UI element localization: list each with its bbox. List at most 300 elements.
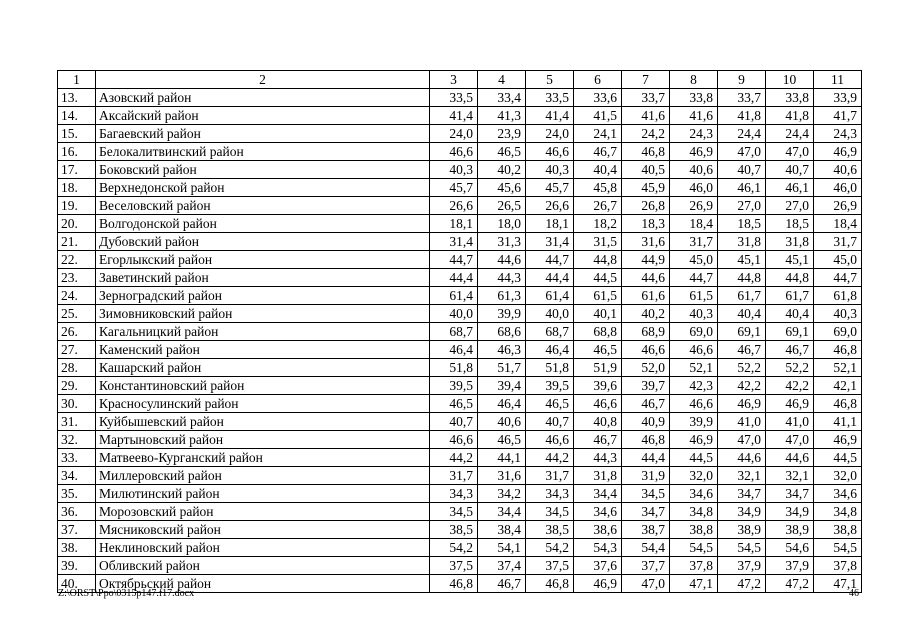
- value-cell: 38,5: [430, 521, 478, 539]
- value-cell: 46,4: [478, 395, 526, 413]
- value-cell: 40,7: [718, 161, 766, 179]
- value-cell: 61,7: [718, 287, 766, 305]
- value-cell: 46,7: [574, 143, 622, 161]
- value-cell: 46,6: [430, 431, 478, 449]
- value-cell: 45,1: [718, 251, 766, 269]
- table-row: [58, 503, 862, 521]
- value-cell: 46,9: [814, 431, 862, 449]
- row-number-cell: 17.: [58, 161, 96, 179]
- value-cell: 54,5: [718, 539, 766, 557]
- value-cell: 38,9: [766, 521, 814, 539]
- value-cell: 54,6: [766, 539, 814, 557]
- value-cell: 44,5: [670, 449, 718, 467]
- value-cell: 47,2: [718, 575, 766, 593]
- district-name-cell: Верхнедонской район: [96, 179, 430, 197]
- value-cell: 46,8: [622, 143, 670, 161]
- value-cell: 31,6: [622, 233, 670, 251]
- table-row: [58, 233, 862, 251]
- district-name-cell: Красносулинский район: [96, 395, 430, 413]
- value-cell: 39,5: [526, 377, 574, 395]
- value-cell: 33,6: [574, 89, 622, 107]
- value-cell: 46,0: [670, 179, 718, 197]
- value-cell: 52,1: [814, 359, 862, 377]
- value-cell: 47,1: [814, 575, 862, 593]
- value-cell: 46,5: [574, 341, 622, 359]
- district-name-cell: Константиновский район: [96, 377, 430, 395]
- value-cell: 45,7: [526, 179, 574, 197]
- value-cell: 37,8: [814, 557, 862, 575]
- value-cell: 18,5: [718, 215, 766, 233]
- column-number-header: 8: [670, 71, 718, 89]
- value-cell: 54,3: [574, 539, 622, 557]
- value-cell: 26,8: [622, 197, 670, 215]
- value-cell: 31,3: [478, 233, 526, 251]
- value-cell: 39,6: [574, 377, 622, 395]
- value-cell: 46,6: [670, 395, 718, 413]
- value-cell: 18,4: [670, 215, 718, 233]
- row-number-cell: 36.: [58, 503, 96, 521]
- table-row: [58, 89, 862, 107]
- district-name-cell: Миллеровский район: [96, 467, 430, 485]
- value-cell: 31,7: [670, 233, 718, 251]
- value-cell: 51,8: [430, 359, 478, 377]
- value-cell: 31,5: [574, 233, 622, 251]
- value-cell: 37,8: [670, 557, 718, 575]
- row-number-cell: 13.: [58, 89, 96, 107]
- district-name-cell: Зерноградский район: [96, 287, 430, 305]
- value-cell: 47,0: [718, 143, 766, 161]
- value-cell: 54,2: [526, 539, 574, 557]
- value-cell: 46,5: [430, 395, 478, 413]
- value-cell: 41,6: [622, 107, 670, 125]
- value-cell: 40,6: [478, 413, 526, 431]
- value-cell: 34,6: [670, 485, 718, 503]
- table-row: [58, 395, 862, 413]
- value-cell: 40,9: [622, 413, 670, 431]
- value-cell: 34,4: [478, 503, 526, 521]
- value-cell: 38,8: [814, 521, 862, 539]
- value-cell: 47,0: [622, 575, 670, 593]
- row-number-cell: 34.: [58, 467, 96, 485]
- value-cell: 31,9: [622, 467, 670, 485]
- value-cell: 18,1: [430, 215, 478, 233]
- value-cell: 33,8: [766, 89, 814, 107]
- value-cell: 38,4: [478, 521, 526, 539]
- district-name-cell: Матвеево-Курганский район: [96, 449, 430, 467]
- value-cell: 61,8: [814, 287, 862, 305]
- value-cell: 26,9: [814, 197, 862, 215]
- row-number-cell: 29.: [58, 377, 96, 395]
- value-cell: 54,4: [622, 539, 670, 557]
- table-row: [58, 287, 862, 305]
- district-name-cell: Кагальницкий район: [96, 323, 430, 341]
- value-cell: 31,7: [430, 467, 478, 485]
- table-row: [58, 269, 862, 287]
- value-cell: 31,6: [478, 467, 526, 485]
- value-cell: 40,2: [622, 305, 670, 323]
- value-cell: 34,7: [718, 485, 766, 503]
- value-cell: 27,0: [766, 197, 814, 215]
- value-cell: 46,6: [622, 341, 670, 359]
- value-cell: 61,4: [430, 287, 478, 305]
- value-cell: 54,1: [478, 539, 526, 557]
- value-cell: 18,5: [766, 215, 814, 233]
- value-cell: 45,0: [670, 251, 718, 269]
- value-cell: 54,5: [670, 539, 718, 557]
- value-cell: 40,7: [526, 413, 574, 431]
- value-cell: 38,5: [526, 521, 574, 539]
- value-cell: 44,2: [526, 449, 574, 467]
- value-cell: 26,5: [478, 197, 526, 215]
- value-cell: 46,9: [814, 143, 862, 161]
- value-cell: 44,6: [766, 449, 814, 467]
- value-cell: 61,4: [526, 287, 574, 305]
- value-cell: 34,5: [526, 503, 574, 521]
- value-cell: 47,0: [718, 431, 766, 449]
- table-row: [58, 161, 862, 179]
- district-name-cell: Дубовский район: [96, 233, 430, 251]
- row-number-cell: 23.: [58, 269, 96, 287]
- column-number-header: 6: [574, 71, 622, 89]
- value-cell: 42,2: [766, 377, 814, 395]
- district-name-cell: Морозовский район: [96, 503, 430, 521]
- value-cell: 46,5: [478, 143, 526, 161]
- row-number-cell: 21.: [58, 233, 96, 251]
- value-cell: 31,4: [526, 233, 574, 251]
- value-cell: 44,4: [526, 269, 574, 287]
- value-cell: 41,4: [526, 107, 574, 125]
- value-cell: 38,6: [574, 521, 622, 539]
- value-cell: 24,1: [574, 125, 622, 143]
- row-number-cell: 39.: [58, 557, 96, 575]
- value-cell: 46,9: [670, 431, 718, 449]
- table-row: [58, 341, 862, 359]
- value-cell: 32,1: [718, 467, 766, 485]
- value-cell: 68,7: [526, 323, 574, 341]
- value-cell: 31,8: [718, 233, 766, 251]
- value-cell: 46,6: [526, 143, 574, 161]
- district-name-cell: Куйбышевский район: [96, 413, 430, 431]
- value-cell: 44,7: [430, 251, 478, 269]
- value-cell: 34,5: [622, 485, 670, 503]
- value-cell: 44,6: [718, 449, 766, 467]
- value-cell: 40,3: [670, 305, 718, 323]
- row-number-cell: 40.: [58, 575, 96, 593]
- row-number-cell: 30.: [58, 395, 96, 413]
- table-row: [58, 557, 862, 575]
- value-cell: 34,6: [574, 503, 622, 521]
- value-cell: 18,2: [574, 215, 622, 233]
- value-cell: 61,3: [478, 287, 526, 305]
- value-cell: 69,1: [718, 323, 766, 341]
- value-cell: 68,6: [478, 323, 526, 341]
- value-cell: 38,8: [670, 521, 718, 539]
- table-row: [58, 539, 862, 557]
- row-number-cell: 24.: [58, 287, 96, 305]
- row-number-cell: 25.: [58, 305, 96, 323]
- value-cell: 33,5: [526, 89, 574, 107]
- table-row: [58, 413, 862, 431]
- district-name-cell: Неклиновский район: [96, 539, 430, 557]
- value-cell: 69,0: [670, 323, 718, 341]
- value-cell: 38,7: [622, 521, 670, 539]
- row-number-cell: 22.: [58, 251, 96, 269]
- value-cell: 37,6: [574, 557, 622, 575]
- table-row: [58, 449, 862, 467]
- value-cell: 54,2: [430, 539, 478, 557]
- value-cell: 26,9: [670, 197, 718, 215]
- value-cell: 42,3: [670, 377, 718, 395]
- value-cell: 39,9: [478, 305, 526, 323]
- value-cell: 46,6: [526, 431, 574, 449]
- table-row: [58, 215, 862, 233]
- table-row: [58, 377, 862, 395]
- value-cell: 46,9: [574, 575, 622, 593]
- value-cell: 40,7: [766, 161, 814, 179]
- value-cell: 31,8: [766, 233, 814, 251]
- value-cell: 44,3: [478, 269, 526, 287]
- district-name-cell: Багаевский район: [96, 125, 430, 143]
- value-cell: 47,0: [766, 431, 814, 449]
- value-cell: 69,1: [766, 323, 814, 341]
- table-row: [58, 431, 862, 449]
- value-cell: 40,5: [622, 161, 670, 179]
- value-cell: 61,7: [766, 287, 814, 305]
- value-cell: 46,4: [526, 341, 574, 359]
- value-cell: 46,6: [670, 341, 718, 359]
- value-cell: 41,0: [766, 413, 814, 431]
- value-cell: 31,7: [526, 467, 574, 485]
- value-cell: 46,7: [478, 575, 526, 593]
- value-cell: 24,0: [430, 125, 478, 143]
- table-row: [58, 107, 862, 125]
- district-name-cell: Каменский район: [96, 341, 430, 359]
- value-cell: 44,5: [814, 449, 862, 467]
- value-cell: 40,1: [574, 305, 622, 323]
- value-cell: 46,8: [814, 341, 862, 359]
- value-cell: 45,6: [478, 179, 526, 197]
- table-row: [58, 197, 862, 215]
- value-cell: 45,0: [814, 251, 862, 269]
- value-cell: 18,3: [622, 215, 670, 233]
- district-name-cell: Азовский район: [96, 89, 430, 107]
- value-cell: 42,1: [814, 377, 862, 395]
- value-cell: 40,2: [478, 161, 526, 179]
- value-cell: 40,8: [574, 413, 622, 431]
- value-cell: 46,9: [670, 143, 718, 161]
- district-name-cell: Мартыновский район: [96, 431, 430, 449]
- value-cell: 41,1: [814, 413, 862, 431]
- value-cell: 44,6: [622, 269, 670, 287]
- value-cell: 40,4: [574, 161, 622, 179]
- value-cell: 41,7: [814, 107, 862, 125]
- value-cell: 24,4: [718, 125, 766, 143]
- value-cell: 46,9: [766, 395, 814, 413]
- value-cell: 37,9: [718, 557, 766, 575]
- value-cell: 47,0: [766, 143, 814, 161]
- value-cell: 32,0: [670, 467, 718, 485]
- column-number-header: 11: [814, 71, 862, 89]
- row-number-cell: 19.: [58, 197, 96, 215]
- value-cell: 24,4: [766, 125, 814, 143]
- value-cell: 52,1: [670, 359, 718, 377]
- value-cell: 44,7: [814, 269, 862, 287]
- value-cell: 40,0: [526, 305, 574, 323]
- value-cell: 52,2: [766, 359, 814, 377]
- column-number-header: 1: [58, 71, 96, 89]
- value-cell: 46,6: [574, 395, 622, 413]
- value-cell: 44,8: [574, 251, 622, 269]
- value-cell: 44,3: [574, 449, 622, 467]
- column-number-header: 5: [526, 71, 574, 89]
- value-cell: 24,0: [526, 125, 574, 143]
- row-number-cell: 37.: [58, 521, 96, 539]
- value-cell: 45,7: [430, 179, 478, 197]
- value-cell: 44,1: [478, 449, 526, 467]
- value-cell: 44,7: [526, 251, 574, 269]
- value-cell: 34,3: [430, 485, 478, 503]
- value-cell: 51,9: [574, 359, 622, 377]
- value-cell: 34,8: [814, 503, 862, 521]
- table-header-row: [58, 71, 862, 89]
- value-cell: 61,5: [670, 287, 718, 305]
- value-cell: 24,3: [670, 125, 718, 143]
- value-cell: 26,6: [526, 197, 574, 215]
- value-cell: 52,0: [622, 359, 670, 377]
- table-row: [58, 179, 862, 197]
- value-cell: 41,5: [574, 107, 622, 125]
- column-number-header: 7: [622, 71, 670, 89]
- district-name-cell: Милютинский район: [96, 485, 430, 503]
- value-cell: 34,3: [526, 485, 574, 503]
- column-number-header: 9: [718, 71, 766, 89]
- value-cell: 61,5: [574, 287, 622, 305]
- value-cell: 46,7: [574, 431, 622, 449]
- value-cell: 37,9: [766, 557, 814, 575]
- value-cell: 33,4: [478, 89, 526, 107]
- value-cell: 47,2: [766, 575, 814, 593]
- value-cell: 47,1: [670, 575, 718, 593]
- district-name-cell: Заветинский район: [96, 269, 430, 287]
- value-cell: 46,8: [526, 575, 574, 593]
- value-cell: 39,9: [670, 413, 718, 431]
- value-cell: 32,1: [766, 467, 814, 485]
- value-cell: 18,0: [478, 215, 526, 233]
- value-cell: 41,3: [478, 107, 526, 125]
- value-cell: 34,9: [766, 503, 814, 521]
- row-number-cell: 14.: [58, 107, 96, 125]
- row-number-cell: 26.: [58, 323, 96, 341]
- value-cell: 44,7: [670, 269, 718, 287]
- value-cell: 46,4: [430, 341, 478, 359]
- value-cell: 41,0: [718, 413, 766, 431]
- value-cell: 40,0: [430, 305, 478, 323]
- table-row: [58, 143, 862, 161]
- value-cell: 40,3: [526, 161, 574, 179]
- value-cell: 41,6: [670, 107, 718, 125]
- value-cell: 46,8: [622, 431, 670, 449]
- value-cell: 51,8: [526, 359, 574, 377]
- district-name-cell: Октябрьский район: [96, 575, 430, 593]
- value-cell: 46,7: [718, 341, 766, 359]
- value-cell: 26,6: [430, 197, 478, 215]
- footer-page-number: 46: [849, 588, 859, 599]
- district-name-cell: Мясниковский район: [96, 521, 430, 539]
- value-cell: 32,0: [814, 467, 862, 485]
- district-name-cell: Зимовниковский район: [96, 305, 430, 323]
- value-cell: 46,1: [766, 179, 814, 197]
- value-cell: 46,5: [478, 431, 526, 449]
- row-number-cell: 35.: [58, 485, 96, 503]
- value-cell: 33,7: [622, 89, 670, 107]
- value-cell: 44,9: [622, 251, 670, 269]
- district-name-cell: Белокалитвинский район: [96, 143, 430, 161]
- value-cell: 41,8: [766, 107, 814, 125]
- value-cell: 46,3: [478, 341, 526, 359]
- row-number-cell: 18.: [58, 179, 96, 197]
- value-cell: 18,1: [526, 215, 574, 233]
- value-cell: 54,5: [814, 539, 862, 557]
- value-cell: 46,7: [766, 341, 814, 359]
- district-name-cell: Кашарский район: [96, 359, 430, 377]
- value-cell: 37,7: [622, 557, 670, 575]
- value-cell: 34,7: [766, 485, 814, 503]
- value-cell: 23,9: [478, 125, 526, 143]
- value-cell: 44,5: [574, 269, 622, 287]
- value-cell: 44,8: [718, 269, 766, 287]
- column-number-header: 10: [766, 71, 814, 89]
- value-cell: 46,8: [430, 575, 478, 593]
- value-cell: 40,7: [430, 413, 478, 431]
- value-cell: 46,7: [622, 395, 670, 413]
- district-name-cell: Боковский район: [96, 161, 430, 179]
- value-cell: 33,5: [430, 89, 478, 107]
- value-cell: 39,4: [478, 377, 526, 395]
- value-cell: 24,2: [622, 125, 670, 143]
- table-row: [58, 359, 862, 377]
- value-cell: 41,4: [430, 107, 478, 125]
- value-cell: 44,6: [478, 251, 526, 269]
- table-row: [58, 323, 862, 341]
- value-cell: 39,7: [622, 377, 670, 395]
- value-cell: 40,3: [430, 161, 478, 179]
- value-cell: 69,0: [814, 323, 862, 341]
- district-name-cell: Егорлыкский район: [96, 251, 430, 269]
- value-cell: 45,8: [574, 179, 622, 197]
- value-cell: 34,6: [814, 485, 862, 503]
- row-number-cell: 32.: [58, 431, 96, 449]
- value-cell: 40,6: [670, 161, 718, 179]
- value-cell: 68,8: [574, 323, 622, 341]
- value-cell: 34,2: [478, 485, 526, 503]
- value-cell: 24,3: [814, 125, 862, 143]
- row-number-cell: 27.: [58, 341, 96, 359]
- table-row: [58, 251, 862, 269]
- district-name-cell: Волгодонской район: [96, 215, 430, 233]
- value-cell: 40,6: [814, 161, 862, 179]
- value-cell: 68,7: [430, 323, 478, 341]
- value-cell: 34,9: [718, 503, 766, 521]
- value-cell: 46,6: [430, 143, 478, 161]
- district-name-cell: Обливский район: [96, 557, 430, 575]
- value-cell: 31,4: [430, 233, 478, 251]
- value-cell: 46,5: [526, 395, 574, 413]
- value-cell: 33,7: [718, 89, 766, 107]
- value-cell: 37,5: [430, 557, 478, 575]
- row-number-cell: 38.: [58, 539, 96, 557]
- value-cell: 44,4: [430, 269, 478, 287]
- value-cell: 42,2: [718, 377, 766, 395]
